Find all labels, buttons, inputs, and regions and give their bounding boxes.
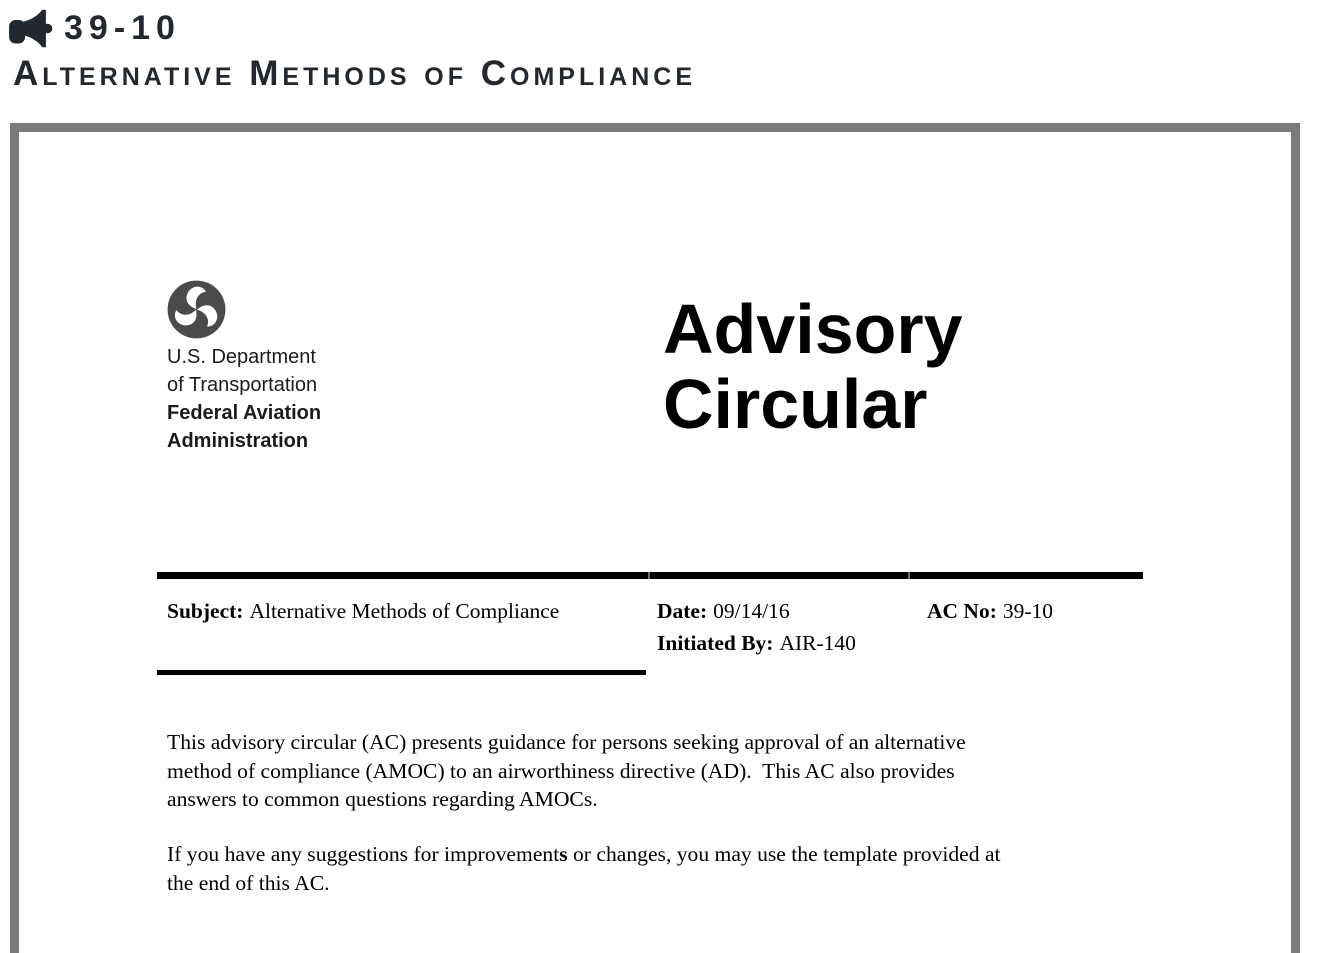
agency-dept-line2: of Transportation [167, 374, 318, 396]
date-cell [657, 596, 790, 626]
ac-no-value: 39-10 [1002, 599, 1054, 623]
subject-cell-bottom-rule [157, 670, 646, 675]
initiated-by-cell [657, 628, 856, 658]
subject-cell [167, 596, 559, 626]
para1-line1: This advisory circular (AC) presents guidance for persons seeking approval of an alternative [167, 730, 966, 754]
title-line2: Circular [663, 365, 928, 443]
date-label: Date: [657, 599, 708, 623]
ac-no-label: AC No: [927, 599, 997, 623]
date-value: 09/14/16 [713, 599, 790, 623]
header-doc-number: 39-10 [64, 9, 181, 47]
document-page [19, 132, 1291, 953]
rule-cell-divider [648, 572, 650, 579]
ac-no-cell [927, 596, 1053, 626]
para2-line1-a: If you have any suggestions for improvement [167, 842, 560, 866]
para2-line1-c: or changes, you may use the template provided at [567, 842, 1001, 866]
megaphone-icon [8, 7, 55, 50]
advisory-circular-title [663, 292, 963, 442]
para2-line1 [167, 840, 1001, 869]
meta-table-top-rule [157, 572, 1143, 579]
initiated-by-value: AIR-140 [779, 631, 856, 655]
para2-line1-bold-s: s [559, 842, 568, 866]
title-line1: Advisory [663, 290, 963, 368]
para1-line2: method of compliance (AMOC) to an airworthiness directive (AD). This AC also provides [167, 758, 955, 783]
agency-faa-line2: Administration [167, 430, 309, 452]
initiated-by-label: Initiated By: [657, 631, 774, 655]
agency-dept-line1: U.S. Department [167, 346, 316, 368]
subject-value: Alternative Methods of Compliance [249, 599, 560, 623]
body-paragraph-2 [167, 840, 1001, 897]
agency-faa-line1: Federal Aviation [167, 402, 322, 424]
subject-label: Subject: [167, 599, 244, 623]
para2-line2: the end of this AC. [167, 870, 330, 895]
agency-block [167, 343, 321, 455]
rule-cell-divider [908, 572, 910, 579]
us-dot-logo-icon [167, 280, 226, 339]
document-page-frame [10, 123, 1300, 953]
body-paragraph-1 [167, 728, 966, 814]
site-header [0, 0, 1340, 110]
para1-line3: answers to common questions regarding AMOCs. [167, 787, 598, 812]
header-doc-title: Alternative Methods of Compliance [13, 54, 697, 93]
